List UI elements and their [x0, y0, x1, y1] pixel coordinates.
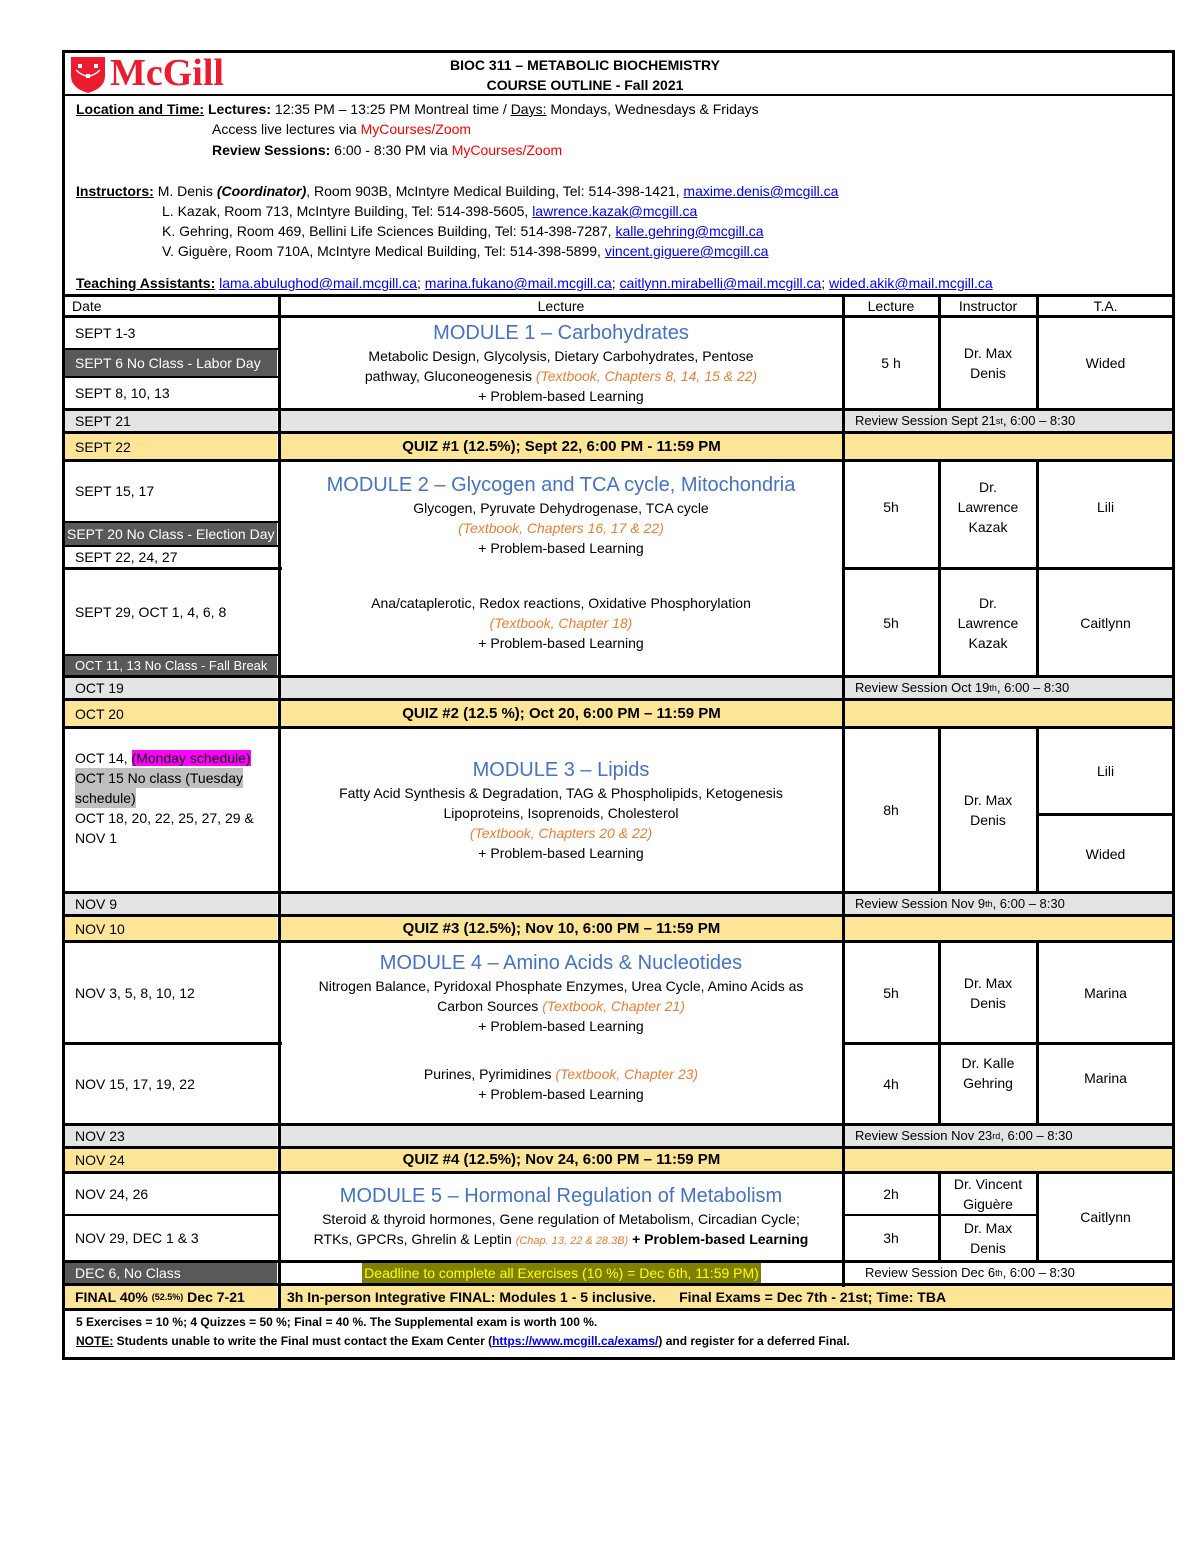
col-instructor: Instructor [958, 298, 1018, 314]
ta-cell: Lili [1096, 763, 1115, 779]
review-text: Review Session Dec 6 [865, 1265, 996, 1280]
module-title: MODULE 3 – Lipids [472, 759, 650, 781]
instructor-text: M. Denis [157, 183, 217, 199]
module-topics: Ana/cataplerotic, Redox reactions, Oxidative Phosphorylation [371, 594, 751, 611]
location-label: Location and Time: [76, 101, 205, 117]
deadline-cell [281, 1263, 842, 1283]
ta-email[interactable]: marina.fukano@mail.mcgill.ca [424, 275, 612, 291]
quiz-empty [845, 434, 1172, 459]
module-title: MODULE 4 – Amino Acids & Nucleotides [379, 951, 743, 974]
textbook-ref: Textbook, Chapter 18 [494, 614, 628, 631]
date-cell: SEPT 15, 17 [75, 483, 155, 499]
textbook-ref: (Textbook, Chapters 20 & 22) [469, 825, 653, 841]
instructor-email[interactable]: vincent.giguere@mcgill.ca [604, 243, 769, 259]
module-topics: Fatty Acid Synthesis & Degradation, TAG & Phospholipids, Ketogenesis [339, 785, 783, 801]
module-2-content [281, 462, 841, 567]
module-topics: Metabolic Design, Glycolysis, Dietary Carbohydrates, Pentose [368, 348, 754, 364]
date-cell-no-class: OCT 11, 13 No Class - Fall Break [65, 656, 277, 675]
instructor-email[interactable]: kalle.gehring@mcgill.ca [615, 223, 764, 239]
review-text: Review Session Nov 23 [855, 1128, 993, 1143]
module-2b-content [281, 570, 841, 675]
review-session [845, 1126, 1172, 1146]
instructor-name: Dr. Max [963, 1220, 1013, 1236]
date-cell: SEPT 1-3 [75, 325, 136, 341]
note-text: Students unable to write the Final must contact the Exam Center ( [113, 1334, 493, 1348]
access-text: Access live lectures via [212, 121, 357, 137]
ta-email[interactable]: wided.akik@mail.mcgill.ca [829, 275, 993, 291]
module-topics: Steroid & thyroid hormones, Gene regulation of Metabolism, Circadian Cycle; [322, 1211, 800, 1227]
instructor-name: Dr. Max [963, 974, 1013, 991]
instructor-text: K. Gehring, Room 469, Bellini Life Sciences Building, Tel: 514-398-7287, [162, 223, 612, 239]
review-session [845, 678, 1172, 698]
quiz-empty [845, 701, 1172, 726]
review-gap [281, 894, 842, 914]
access-link[interactable]: MyCourses/Zoom [360, 121, 472, 137]
instructor-cell [941, 1045, 1035, 1123]
pbl-label: + Problem-based Learning [478, 845, 644, 861]
pbl-label: + Problem-based Learning [478, 634, 644, 651]
date-cell: NOV 24, 26 [75, 1186, 149, 1202]
textbook-ref: (Textbook, Chapters 8, 14, 15 & 22) [535, 368, 758, 384]
review-date: NOV 9 [65, 894, 277, 914]
date-text: OCT 14, [75, 750, 132, 766]
instructor-email[interactable]: lawrence.kazak@mcgill.ca [532, 203, 698, 219]
date-cell: SEPT 8, 10, 13 [75, 385, 170, 401]
instructor-cell [941, 570, 1035, 675]
access-line [212, 119, 471, 139]
instructor-name: Dr. Max [963, 792, 1013, 808]
instructor-line-3 [162, 221, 764, 241]
quiz-date: SEPT 22 [65, 434, 277, 459]
instructor-cell [941, 462, 1035, 552]
monday-schedule-highlight: (Monday schedule) [131, 750, 251, 766]
ta-label: Teaching Assistants: [76, 275, 216, 291]
textbook-ref: (Chap. 13, 22 & 28.3B) [515, 1235, 629, 1247]
ta-cell: Wided [1085, 355, 1126, 371]
lecture-hours: 8h [883, 802, 899, 818]
date-no-class: schedule) [75, 790, 136, 806]
instructor-text: V. Giguère, Room 710A, McIntyre Medical Building, Tel: 514-398-5899, [162, 243, 601, 259]
instructors-label: Instructors: [76, 183, 154, 199]
review-time: 6:00 - 8:30 PM via [334, 142, 448, 158]
module-topics: pathway, Gluconeogenesis [364, 368, 532, 384]
quiz-empty [845, 1149, 1172, 1171]
final-weight: FINAL 40% [75, 1289, 148, 1305]
lectures-time: 12:35 PM – 13:25 PM Montreal time / [274, 101, 507, 117]
instructor-name: Giguère [963, 1196, 1013, 1212]
pbl-label: + Problem-based Learning [478, 539, 644, 556]
date-cell: NOV 15, 17, 19, 22 [75, 1076, 195, 1092]
module-topics: Glycogen, Pyruvate Dehydrogenase, TCA cycle [413, 499, 709, 516]
quiz-info: QUIZ #2 (12.5 %); Oct 20, 6:00 PM – 11:59 PM [281, 701, 842, 726]
ta-cell: Marina [1084, 1070, 1127, 1086]
date-cell: SEPT 29, OCT 1, 4, 6, 8 [75, 604, 227, 620]
exercise-deadline: Deadline to complete all Exercises (10 %) = Dec 6th, 11:59 PM) [364, 1265, 759, 1281]
ta-cell: Wided [1085, 845, 1126, 862]
final-info [281, 1286, 1172, 1308]
date-text: OCT 18, 20, 22, 25, 27, 29 & [75, 810, 254, 826]
review-text: Review Session Sept 21 [855, 413, 996, 428]
instructor-cell [941, 729, 1035, 891]
review-time: , 6:00 – 8:30 [1002, 413, 1076, 428]
course-title: BIOC 311 – METABOLIC BIOCHEMISTRY [450, 57, 720, 73]
instructor-name: Denis [970, 365, 1006, 381]
exams-link[interactable]: https://www.mcgill.ca/exams/ [492, 1334, 659, 1348]
review-label: Review Sessions: [212, 142, 331, 158]
lecture-hours: 3h [883, 1230, 899, 1246]
review-time: , 6:00 – 8:30 [996, 680, 1070, 695]
final-text: 3h In-person Integrative FINAL: Modules 1 - 5 inclusive. [287, 1289, 656, 1305]
pbl-label: + Problem-based Learning [478, 1017, 644, 1034]
quiz-date: NOV 10 [65, 917, 277, 940]
lectures-label: Lectures: [207, 101, 272, 117]
col-lecture: Lecture [537, 298, 585, 314]
location-line [76, 99, 759, 119]
review-session [845, 1263, 1172, 1283]
ta-email[interactable]: lama.abulughod@mail.mcgill.ca [219, 275, 418, 291]
textbook-ref: (Textbook, Chapter 23) [555, 1066, 699, 1082]
quiz-date: NOV 24 [65, 1149, 277, 1171]
instructor-name: Kazak [968, 519, 1008, 535]
review-sup: rd [992, 1131, 1001, 1141]
lecture-hours: 5h [883, 984, 899, 1001]
instructor-cell [941, 943, 1035, 1042]
paren: ( [489, 614, 495, 631]
module-4b-content [281, 1045, 841, 1123]
instructor-name: Kazak [968, 634, 1008, 651]
module-topics: Purines, Pyrimidines [423, 1066, 552, 1082]
quiz-info: QUIZ #1 (12.5%); Sept 22, 6:00 PM - 11:59 PM [281, 434, 842, 459]
module-topics: Carbon Sources [437, 997, 539, 1014]
instructor-line-4 [162, 241, 768, 261]
date-text: NOV 1 [75, 830, 118, 846]
date-no-class: OCT 15 No class (Tuesday [75, 770, 244, 786]
module-5-content [281, 1174, 841, 1260]
days-value: Mondays, Wednesdays & Fridays [550, 101, 759, 117]
review-text: Review Session Nov 9 [855, 896, 986, 911]
review-session [845, 411, 1172, 431]
note-label: NOTE: [76, 1334, 114, 1348]
date-cell-no-class: SEPT 6 No Class - Labor Day [65, 350, 277, 376]
module-title: MODULE 5 – Hormonal Regulation of Metabolism [339, 1185, 783, 1207]
module-title: MODULE 2 – Glycogen and TCA cycle, Mitochondria [326, 473, 796, 496]
quiz-date: OCT 20 [65, 701, 277, 726]
instructor-name: Lawrence [957, 614, 1019, 631]
final-alt-weight: (52.5%) [151, 1292, 184, 1302]
final-dates: Dec 7-21 [187, 1289, 245, 1305]
instructor-name: Dr. Vincent [953, 1176, 1023, 1192]
review-gap [281, 411, 842, 431]
module-title: MODULE 1 – Carbohydrates [433, 322, 689, 344]
review-date: OCT 19 [65, 678, 277, 698]
review-date: SEPT 21 [65, 411, 277, 431]
instructor-name: Gehring [963, 1075, 1013, 1091]
module-3-dates [75, 748, 275, 848]
review-sup: th [989, 683, 997, 693]
instructor-name: Dr. Max [963, 345, 1013, 361]
review-gap [281, 678, 842, 698]
lecture-hours: 4h [883, 1076, 899, 1092]
review-date: NOV 23 [65, 1126, 277, 1146]
date-cell-no-class: DEC 6, No Class [65, 1263, 277, 1283]
textbook-ref: (Textbook, Chapters 16, 17 & 22) [458, 519, 664, 536]
review-link[interactable]: MyCourses/Zoom [451, 142, 563, 158]
module-3-content [281, 729, 841, 891]
note-line [76, 1332, 850, 1350]
review-sup: th [995, 1268, 1003, 1278]
date-cell: NOV 29, DEC 1 & 3 [75, 1230, 199, 1246]
textbook-ref: (Textbook, Chapter 21) [542, 997, 685, 1014]
instructor-line-1 [76, 181, 838, 201]
date-cell: NOV 3, 5, 8, 10, 12 [75, 984, 195, 1001]
review-sup: th [985, 899, 993, 909]
instructor-name: Dr. [979, 479, 997, 495]
review-text: Review Session Oct 19 [855, 680, 990, 695]
note-text: ) and register for a deferred Final. [658, 1334, 850, 1348]
ta-cell: Lili [1096, 499, 1115, 515]
ta-cell: Marina [1084, 984, 1127, 1001]
module-topics: Nitrogen Balance, Pyridoxal Phosphate Enzymes, Urea Cycle, Amino Acids as [318, 977, 804, 994]
coordinator-role: (Coordinator) [216, 183, 307, 199]
review-session [845, 894, 1172, 914]
col-hours: Lecture [867, 298, 915, 314]
lecture-hours: 2h [883, 1186, 899, 1202]
pbl-label: + Problem-based Learning [478, 1086, 644, 1102]
instructor-line-2 [162, 201, 697, 221]
instructor-email[interactable]: maxime.denis@mcgill.ca [683, 183, 839, 199]
ta-email[interactable]: caitlynn.mirabelli@mail.mcgill.ca [619, 275, 822, 291]
ta-cell: Caitlynn [1080, 1209, 1131, 1225]
lecture-hours: 5 h [881, 355, 901, 371]
instructor-name: Dr. Kalle [961, 1055, 1015, 1071]
review-gap [281, 1126, 842, 1146]
module-4-content [281, 943, 841, 1042]
days-label: Days: [510, 101, 547, 117]
instructor-text: L. Kazak, Room 713, McIntyre Building, Tel: 514-398-5605, [162, 203, 529, 219]
pbl-label: + Problem-based Learning [478, 388, 644, 404]
ta-cell: Caitlynn [1080, 614, 1131, 631]
review-sup: st [995, 416, 1003, 426]
date-cell: SEPT 22, 24, 27 [75, 549, 178, 565]
ta-line: Teaching Assistants: lama.abulughod@mail.mcgill.ca; marina.fukano@mail.mcgill.ca; caitlynn.mirabelli@mail.mcgill.ca; wided.akik@mail.mcgill.ca [76, 275, 993, 291]
instructor-name: Dr. [979, 594, 997, 611]
lecture-hours: 5h [883, 499, 899, 515]
instructor-cell [941, 1174, 1035, 1214]
instructor-name: Denis [970, 994, 1006, 1011]
quiz-empty [845, 917, 1172, 940]
quiz-info: QUIZ #4 (12.5%); Nov 24, 6:00 PM – 11:59 PM [281, 1149, 842, 1171]
logo-text: McGill [110, 52, 224, 94]
module-topics: RTKs, GPCRs, Ghrelin & Leptin [313, 1231, 512, 1247]
lecture-hours: 5h [883, 614, 899, 631]
pbl-label: + Problem-based Learning [632, 1231, 809, 1247]
grading-line: 5 Exercises = 10 %; 4 Quizzes = 50 %; Final = 40 %. The Supplemental exam is worth 100 %. [76, 1315, 598, 1329]
module-1-content [281, 318, 841, 408]
final-date [65, 1286, 277, 1308]
review-time: , 6:00 – 8:30 [1000, 1128, 1073, 1143]
instructor-text: , Room 903B, McIntyre Medical Building, Tel: 514-398-1421, [306, 183, 680, 199]
instructor-name: Lawrence [957, 499, 1019, 515]
date-cell-no-class: SEPT 20 No Class - Election Day [65, 523, 277, 545]
paren: ) [627, 614, 633, 631]
review-time: , 6:00 – 8:30 [1002, 1265, 1075, 1280]
col-ta: T.A. [1093, 298, 1118, 314]
review-line [212, 140, 562, 160]
final-exams: Final Exams = Dec 7th - 21st; Time: TBA [679, 1289, 947, 1305]
col-date: Date [72, 298, 102, 314]
review-time: , 6:00 – 8:30 [992, 896, 1065, 911]
quiz-info: QUIZ #3 (12.5%); Nov 10, 6:00 PM – 11:59 PM [281, 917, 842, 940]
instructor-name: Denis [970, 1240, 1006, 1256]
module-topics: Lipoproteins, Isoprenoids, Cholesterol [443, 805, 679, 821]
course-subtitle: COURSE OUTLINE - Fall 2021 [486, 77, 684, 93]
instructor-name: Denis [970, 812, 1006, 828]
instructor-cell [941, 1216, 1035, 1260]
instructor-cell [941, 318, 1035, 408]
